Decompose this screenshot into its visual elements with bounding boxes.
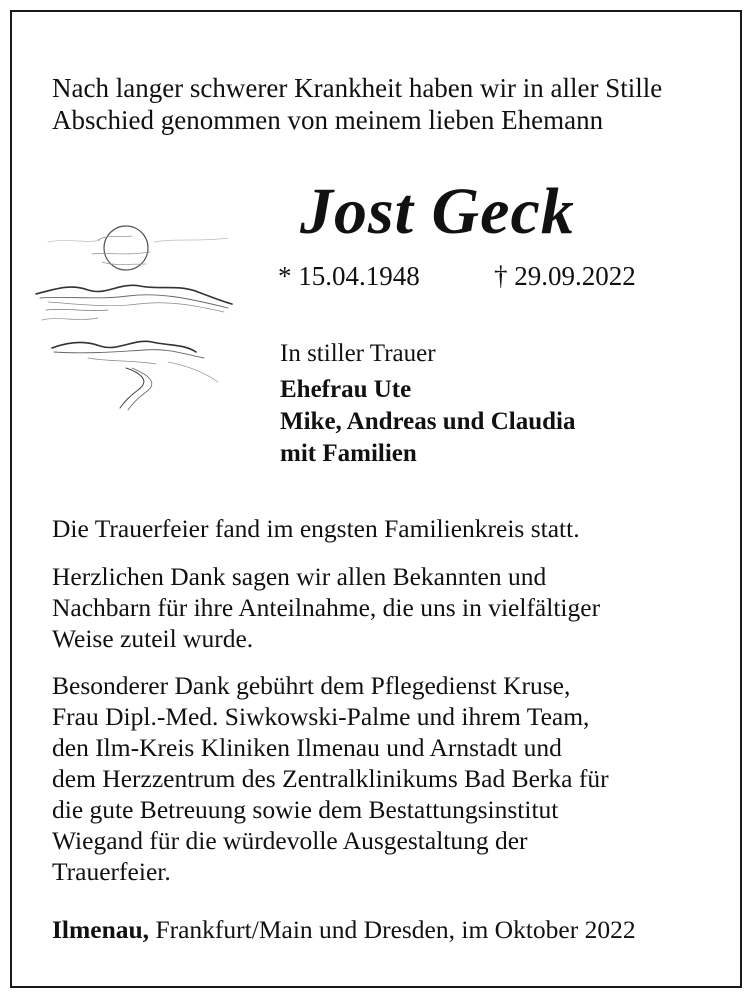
intro-text — [52, 72, 662, 136]
paragraph-line: Frau Dipl.-Med. Siwkowski-Palme und ihrem Team, — [52, 702, 590, 731]
mourners-heading: In stiller Trauer — [280, 340, 436, 367]
sunset-landscape-illustration — [28, 212, 268, 412]
paragraph-line: Trauerfeier. — [52, 857, 171, 886]
paragraph-line: Herzlichen Dank sagen wir allen Bekannten und — [52, 562, 547, 591]
paragraph-line: Nachbarn für ihre Anteilnahme, die uns in vielfältiger — [52, 593, 601, 622]
mourner-line: Mike, Andreas und Claudia — [280, 408, 576, 435]
birth-date: * 15.04.1948 — [278, 261, 420, 291]
death-date: † 29.09.2022 — [494, 261, 636, 291]
signature-line — [52, 914, 636, 946]
paragraph-line: dem Herzzentrum des Zentralklinikums Bad Berka für — [52, 764, 609, 793]
signature-rest: Frankfurt/Main und Dresden, im Oktober 2022 — [149, 915, 636, 944]
mourner-line: mit Familien — [280, 440, 417, 467]
mourners-list — [280, 374, 575, 470]
funeral-notice-paragraph — [52, 513, 580, 544]
thanks-paragraph — [52, 561, 600, 654]
paragraph-line: den Ilm-Kreis Kliniken Ilmenau und Arnstadt und — [52, 733, 562, 762]
paragraph-line: Besonderer Dank gebührt dem Pflegedienst Kruse, — [52, 671, 571, 700]
deceased-name: Jost Geck — [300, 175, 575, 248]
signature-place: Ilmenau, — [52, 915, 150, 944]
paragraph-line: die gute Betreuung sowie dem Bestattungsinstitut — [52, 795, 559, 824]
mourner-line: Ehefrau Ute — [280, 376, 412, 403]
paragraph-line: Wiegand für die würdevolle Ausgestaltung der — [52, 826, 528, 855]
intro-line: Abschied genommen von meinem lieben Ehemann — [52, 105, 604, 135]
special-thanks-paragraph — [52, 670, 609, 887]
paragraph-line: Weise zuteil wurde. — [52, 624, 254, 653]
paragraph-line: Die Trauerfeier fand im engsten Familienkreis statt. — [52, 514, 580, 543]
intro-line: Nach langer schwerer Krankheit haben wir in aller Stille — [52, 73, 663, 103]
